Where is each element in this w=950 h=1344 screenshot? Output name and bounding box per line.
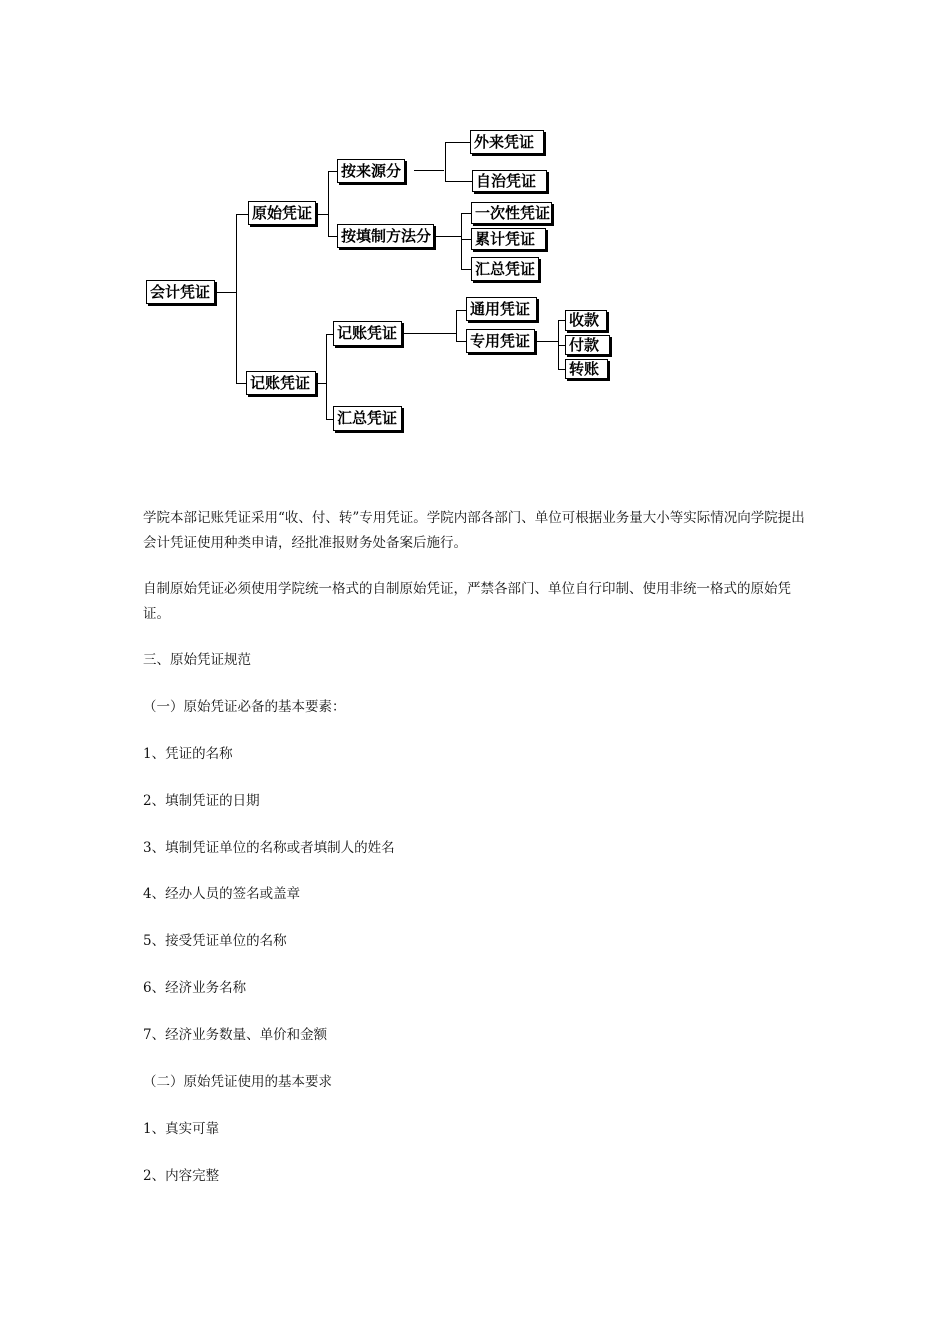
node-special-voucher: 专用凭证: [466, 329, 535, 353]
connector: [456, 310, 457, 342]
node-external-voucher: 外来凭证: [470, 130, 544, 154]
connector: [328, 236, 337, 237]
connector: [326, 419, 333, 420]
connector: [445, 142, 470, 143]
connector: [326, 334, 327, 420]
node-self-made-voucher: 自治凭证: [472, 170, 547, 192]
node-accounting-voucher: 会计凭证: [146, 280, 215, 304]
connector: [558, 320, 565, 321]
list-item: 7、经济业务数量、单价和金额: [143, 1027, 328, 1043]
connector: [445, 142, 446, 182]
connector: [328, 171, 337, 172]
subsection-heading-basic-requirements: （二）原始凭证使用的基本要求: [143, 1074, 332, 1090]
node-by-method: 按填制方法分: [337, 224, 434, 248]
connector: [558, 345, 565, 346]
voucher-classification-diagram: [0, 0, 950, 460]
node-cumulative-voucher: 累计凭证: [471, 228, 546, 250]
connector: [236, 214, 237, 384]
node-one-time-voucher: 一次性凭证: [471, 202, 552, 224]
connector: [326, 334, 333, 335]
node-summary-original-voucher: 汇总凭证: [471, 257, 539, 281]
node-receipt: 收款: [565, 310, 607, 331]
list-item: 6、经济业务名称: [143, 980, 247, 996]
connector: [445, 181, 472, 182]
node-transfer: 转账: [565, 359, 608, 379]
list-item: 1、真实可靠: [143, 1121, 220, 1137]
connector: [558, 369, 565, 370]
connector: [236, 214, 248, 215]
connector: [461, 269, 471, 270]
section-heading-original-norms: 三、原始凭证规范: [143, 652, 251, 668]
list-item: 1、凭证的名称: [143, 746, 233, 762]
list-item: 4、经办人员的签名或盖章: [143, 886, 301, 902]
node-bookkeeping-voucher: 记账凭证: [246, 371, 316, 395]
connector: [236, 383, 246, 384]
list-item: 5、接受凭证单位的名称: [143, 933, 287, 949]
connector: [535, 341, 559, 342]
paragraph-self-made-original: 自制原始凭证必须使用学院统一格式的自制原始凭证，严禁各部门、单位自行印制、使用非统一格式的原始凭证。: [143, 581, 791, 622]
node-payment: 付款: [565, 335, 610, 355]
connector: [461, 213, 462, 270]
paragraph-voucher-policy: 学院本部记账凭证采用“收、付、转”专用凭证。学院内部各部门、单位可根据业务量大小等实际情况向学院提出会计凭证使用种类申请，经批准报财务处备案后施行。: [143, 510, 805, 551]
list-item: 3、填制凭证单位的名称或者填制人的姓名: [143, 840, 395, 856]
connector: [461, 239, 471, 240]
subsection-heading-basic-elements: （一）原始凭证必备的基本要素：: [143, 699, 346, 715]
connector: [456, 341, 466, 342]
node-bookkeeping-voucher-sub: 记账凭证: [333, 321, 402, 346]
node-summary-bookkeeping-voucher: 汇总凭证: [333, 406, 402, 431]
connector: [402, 333, 457, 334]
node-original-voucher: 原始凭证: [248, 201, 316, 225]
list-item: 2、内容完整: [143, 1168, 220, 1184]
node-by-source: 按来源分: [337, 159, 405, 183]
connector: [328, 171, 329, 237]
connector: [461, 213, 471, 214]
list-item: 2、填制凭证的日期: [143, 793, 260, 809]
connector: [456, 310, 466, 311]
node-general-voucher: 通用凭证: [466, 297, 537, 321]
connector: [215, 292, 237, 293]
connector: [414, 170, 444, 171]
connector: [434, 236, 462, 237]
